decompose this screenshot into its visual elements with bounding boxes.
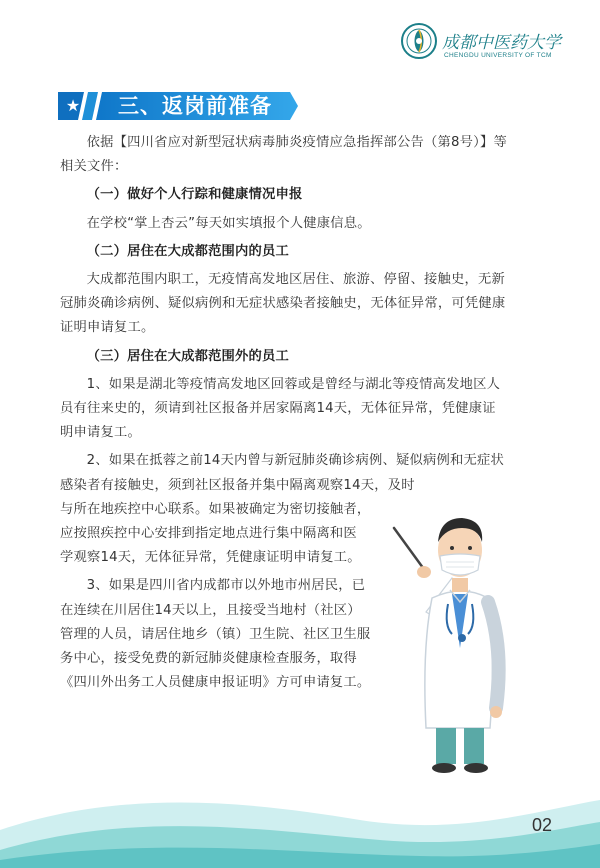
university-logo xyxy=(400,22,580,66)
text-line: 学观察14天，无体征异常，凭健康证明申请复工。 xyxy=(60,550,361,566)
text-line: 证明申请复工。 xyxy=(60,320,155,336)
text-line: 2、如果在抵蓉之前14天内曾与新冠肺炎确诊病例、疑似病例和无症状 xyxy=(86,453,504,469)
university-emblem-icon xyxy=(400,22,438,60)
subheading-outside-chengdu: （三）居住在大成都范围外的员工 xyxy=(86,348,290,364)
doctor-illustration xyxy=(392,498,522,778)
bottom-wave-decoration xyxy=(0,770,600,868)
text-line: 与所在地疾控中心联系。如果被确定为密切接触者， xyxy=(60,501,371,517)
text-line: 依据【四川省应对新型冠状病毒肺炎疫情应急指挥部公告（第8号）】等 xyxy=(86,135,508,150)
text-line: 《四川外出务工人员健康申报证明》方可申请复工。 xyxy=(60,675,371,691)
text-line: 管理的人员，请居住地乡（镇）卫生院、社区卫生服 xyxy=(60,626,371,642)
text-line: 3、如果是四川省内成都市以外地市州居民，已 xyxy=(86,578,366,594)
text-line: 明申请复工。 xyxy=(60,425,141,441)
text-line: 在学校“掌上杏云”每天如实填报个人健康信息。 xyxy=(86,215,371,231)
page-number: 02 xyxy=(531,815,552,835)
section-banner xyxy=(58,90,298,122)
paragraph-personal-report xyxy=(60,212,548,236)
university-name-en: CHENGDU UNIVERSITY OF TCM xyxy=(444,52,552,59)
text-line: 应按照疾控中心安排到指定地点进行集中隔离和医 xyxy=(60,526,357,542)
text-line: 务中心，接受免费的新冠肺炎健康检查服务，取得 xyxy=(60,651,357,667)
text-line: 感染者有接触史，须到社区报备并集中隔离观察14天，及时 xyxy=(60,477,415,493)
section-title: 三、返岗前准备 xyxy=(118,94,272,118)
subheading-inside-chengdu: （二）居住在大成都范围内的员工 xyxy=(86,243,290,259)
text-line: 1、如果是湖北等疫情高发地区回蓉或是曾经与湖北等疫情高发地区人 xyxy=(86,376,501,392)
text-line: 在连续在川居住14天以上，且接受当地村（社区） xyxy=(60,602,361,618)
text-line: 员有往来史的，须请到社区报备并居家隔离14天，无体征异常，凭健康证 xyxy=(60,401,496,417)
text-line: 冠肺炎确诊病例、疑似病例和无症状感染者接触史，无体征异常，可凭健康 xyxy=(60,296,506,312)
paragraph-inside-chengdu xyxy=(60,268,548,341)
intro-paragraph xyxy=(60,131,548,179)
paragraph-item-1 xyxy=(60,373,548,446)
university-name-cn: 成都中医药大学 xyxy=(442,33,561,53)
subheading-personal-report: （一）做好个人行踪和健康情况申报 xyxy=(86,187,303,203)
text-line: 大成都范围内职工，无疫情高发地区居住、旅游、停留、接触史，无新 xyxy=(86,272,505,288)
text-line: 相关文件： xyxy=(60,159,128,175)
star-icon: ★ xyxy=(65,96,81,115)
